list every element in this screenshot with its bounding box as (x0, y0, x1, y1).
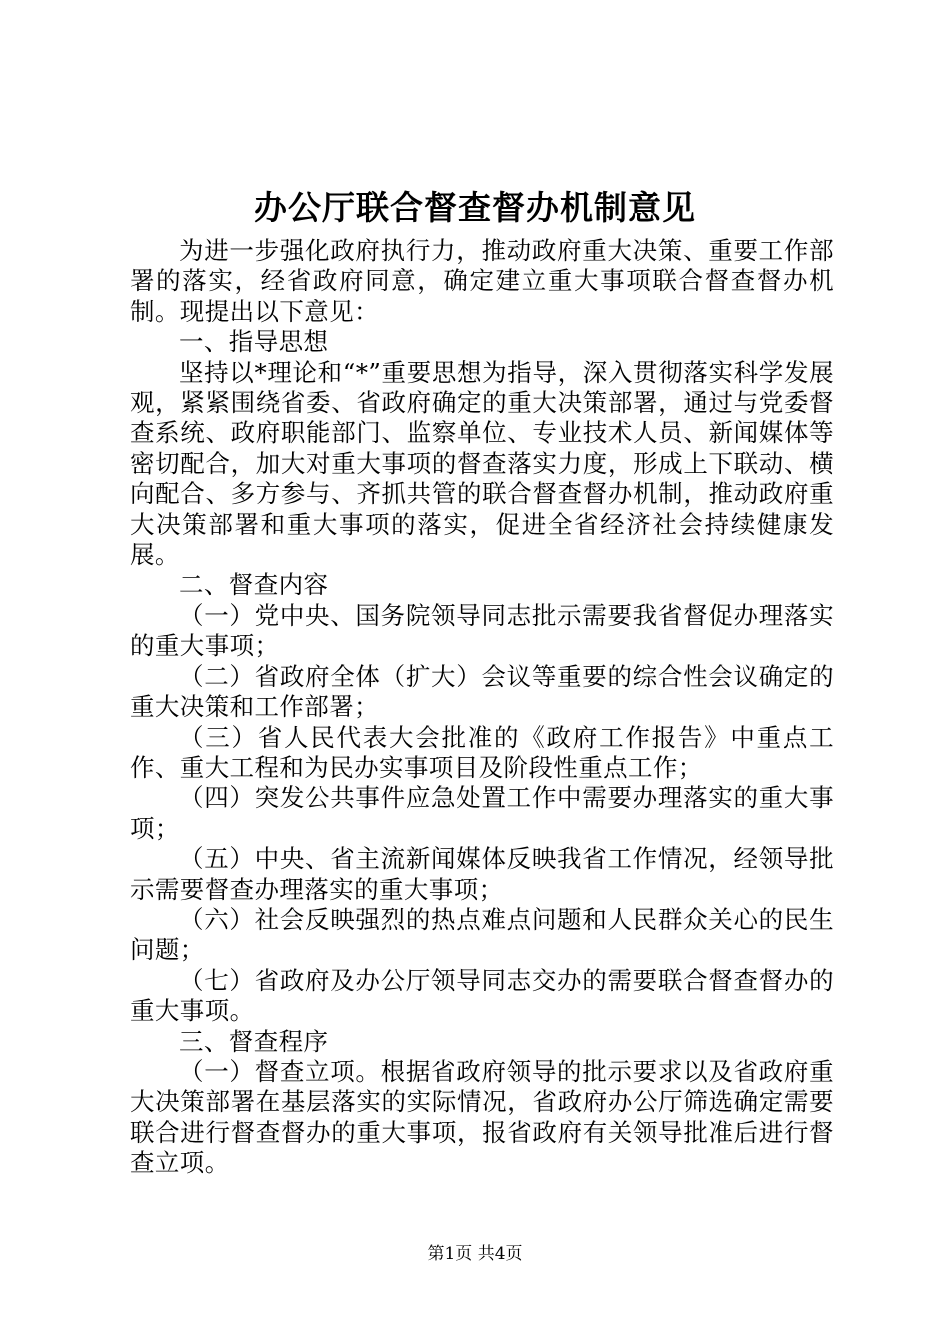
content-item: （一）党中央、国务院领导同志批示需要我省督促办理落实的重大事项； (130, 600, 834, 661)
procedure-paragraph: （一）督查立项。根据省政府领导的批示要求以及省政府重大决策部署在基层落实的实际情况，省政府办公厅筛选确定需要联合进行督查督办的重大事项，报省政府有关领导批准后进行督查立项。 (130, 1056, 834, 1178)
content-item: （七）省政府及办公厅领导同志交办的需要联合督查督办的重大事项。 (130, 965, 834, 1026)
content-item: （六）社会反映强烈的热点难点问题和人民群众关心的民生问题； (130, 904, 834, 965)
page-number-footer: 第1页 共4页 (427, 1244, 523, 1264)
document-body (130, 236, 834, 1179)
section-heading-supervision-content: 二、督查内容 (179, 570, 329, 600)
content-item: （三）省人民代表大会批准的《政府工作报告》中重点工作、重大工程和为民办实事项目及阶段性重点工作； (130, 722, 834, 782)
intro-paragraph: 为进一步强化政府执行力，推动政府重大决策、重要工作部署的落实，经省政府同意，确定建立重大事项联合督查督办机制。现提出以下意见： (130, 236, 834, 326)
guiding-thought-paragraph: 坚持以*理论和“*”重要思想为指导，深入贯彻落实科学发展观，紧紧围绕省委、省政府确定的重大决策部署，通过与党委督查系统、政府职能部门、监察单位、专业技术人员、新闻媒体等密切配合，加大对重大事项的督查落实力度，形成上下联动、横向配合、多方参与、齐抓共管的联合督查督办机制，推动政府重大决策部署和重大事项的落实，促进全省经济社会持续健康发展。 (130, 357, 834, 570)
content-item: （五）中央、省主流新闻媒体反映我省工作情况，经领导批示需要督查办理落实的重大事项； (130, 844, 834, 904)
section-heading-supervision-procedure: 三、督查程序 (179, 1026, 329, 1056)
content-item: （四）突发公共事件应急处置工作中需要办理落实的重大事项； (130, 783, 834, 843)
content-item: （二）省政府全体（扩大）会议等重要的综合性会议确定的重大决策和工作部署； (130, 661, 834, 722)
document-title: 办公厅联合督查督办机制意见 (254, 188, 696, 227)
section-heading-guiding-thought: 一、指导思想 (179, 327, 329, 357)
